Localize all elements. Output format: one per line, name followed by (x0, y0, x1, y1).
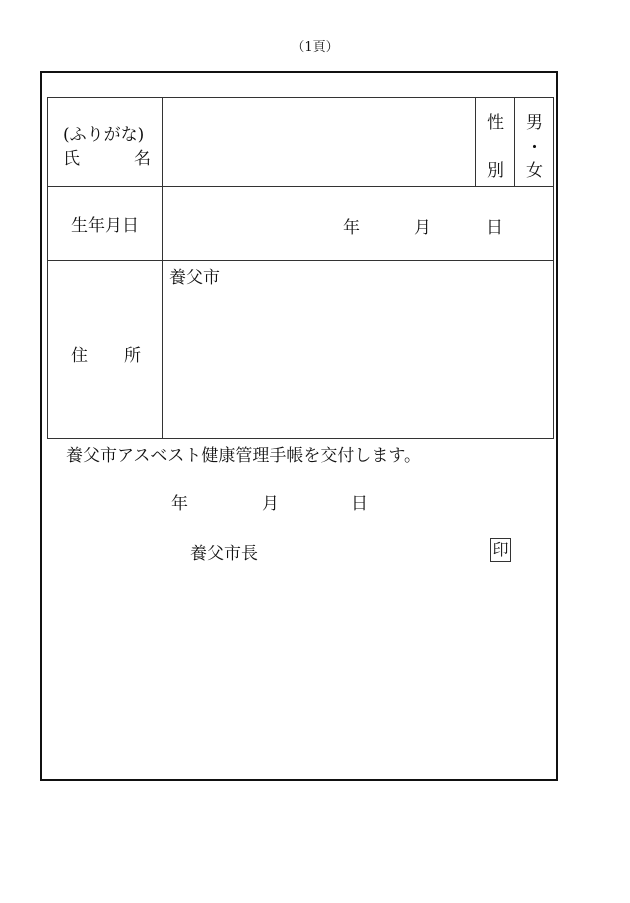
sex-label-part2: 別 (487, 161, 504, 181)
sex-label-part1: 性 (487, 113, 504, 133)
address-label-part1: 住 (71, 346, 88, 366)
name-label-part1: 氏 (63, 149, 80, 169)
address-label-cell (48, 261, 163, 439)
address-row (48, 261, 554, 439)
issue-year-unit: 年 (171, 494, 188, 514)
sex-option-separator: ・ (526, 138, 543, 158)
mayor-title: 養父市長 (190, 544, 258, 564)
address-prefix: 養父市 (169, 268, 220, 288)
issue-month-unit: 月 (262, 494, 279, 514)
birthdate-field[interactable] (163, 187, 554, 261)
seal-mark: 印 (490, 538, 511, 562)
sex-options-cell (515, 98, 554, 187)
furigana-label: (ふりがな) (63, 125, 145, 145)
issuance-notice: 養父市アスベスト健康管理手帳を交付します。 (66, 446, 421, 466)
address-field[interactable] (163, 261, 554, 439)
name-label-cell (48, 98, 163, 187)
name-label-part2: 名 (134, 149, 151, 169)
issue-day-unit: 日 (351, 494, 368, 514)
name-row (48, 98, 554, 187)
personal-info-table (47, 97, 554, 439)
sex-option-male[interactable]: 男 (526, 113, 543, 133)
birthdate-row (48, 187, 554, 261)
page-number: （1頁） (291, 40, 339, 55)
birth-year-unit: 年 (343, 218, 360, 238)
sex-option-female[interactable]: 女 (526, 161, 543, 181)
name-field[interactable] (163, 98, 476, 187)
birth-month-unit: 月 (414, 218, 431, 238)
birth-day-unit: 日 (486, 218, 503, 238)
address-label-part2: 所 (124, 346, 141, 366)
birthdate-label: 生年月日 (48, 187, 163, 261)
sex-label-cell (476, 98, 515, 187)
